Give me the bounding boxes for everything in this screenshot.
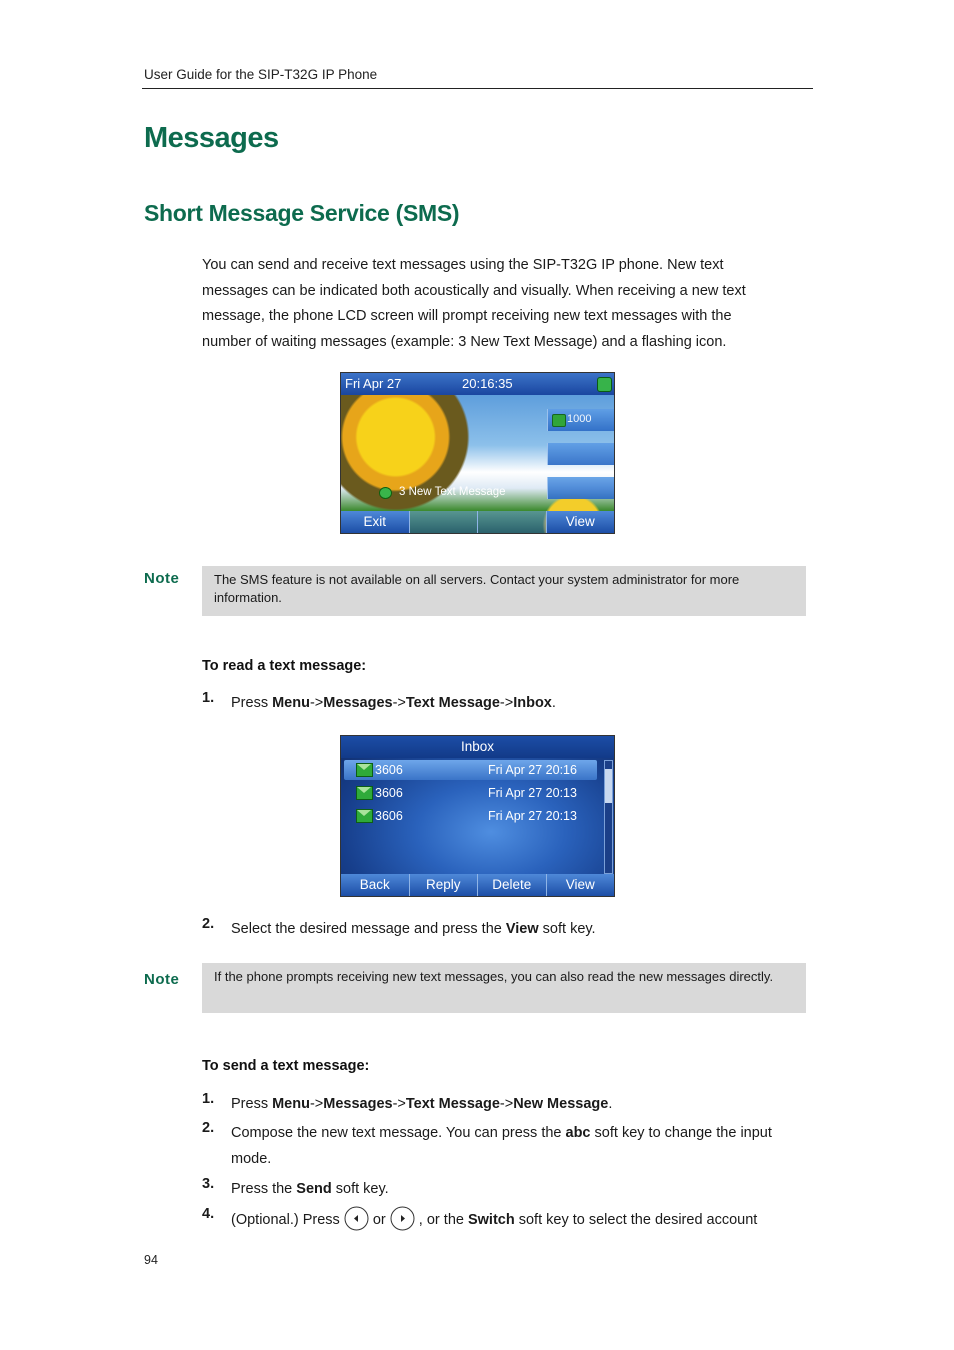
step-text: Press the Send soft key. — [231, 1181, 389, 1197]
intro-line: You can send and receive text messages using the SIP-T32G IP phone. New text — [202, 257, 724, 273]
step-item — [202, 690, 814, 716]
softkey-delete: Delete — [478, 874, 547, 896]
note-box — [202, 963, 806, 1013]
message-row — [344, 783, 597, 803]
step-item — [202, 916, 814, 942]
intro-line: number of waiting messages (example: 3 New Text Message) and a flashing icon. — [202, 333, 727, 350]
scrollbar — [604, 760, 613, 874]
step-text: Select the desired message and press the View soft key. — [231, 921, 596, 937]
procedure-heading: To read a text message: — [202, 658, 367, 674]
line-key-empty — [547, 443, 614, 465]
step-number: 1. — [202, 690, 215, 706]
left-arrow-key-icon — [344, 1206, 369, 1231]
line-key-1000 — [547, 409, 614, 431]
note-label: Note — [144, 570, 180, 587]
status-bar — [341, 373, 614, 395]
message-number: 3606 — [375, 763, 403, 777]
note-text: If the phone prompts receiving new text messages, you can also read the new messages directly. — [214, 969, 774, 984]
message-row — [344, 806, 597, 826]
message-time: Fri Apr 27 20:13 — [488, 809, 577, 823]
softkey-empty — [410, 511, 479, 533]
header-rule — [142, 88, 813, 89]
softkey-view: View — [547, 511, 615, 533]
page-number: 94 — [144, 1253, 158, 1267]
message-row — [344, 760, 597, 780]
note-box — [202, 566, 806, 616]
step-text: Press Menu->Messages->Text Message->New Message. — [231, 1096, 613, 1112]
inbox-title: Inbox — [341, 736, 614, 758]
step-number: 2. — [202, 1120, 215, 1136]
status-date: Fri Apr 27 — [345, 376, 402, 391]
intro-paragraph — [202, 253, 812, 355]
envelope-icon — [356, 809, 373, 823]
softkey-bar — [341, 511, 614, 533]
step-number: 4. — [202, 1206, 215, 1222]
message-icon — [597, 377, 612, 392]
step-number: 2. — [202, 916, 215, 932]
intro-line: messages can be indicated both acoustically and visually. When receiving a new text — [202, 282, 746, 299]
step-text: Press Menu->Messages->Text Message->Inbox. — [231, 695, 556, 711]
scroll-thumb — [605, 769, 612, 803]
message-time: Fri Apr 27 20:16 — [488, 763, 577, 777]
running-header: User Guide for the SIP-T32G IP Phone — [144, 67, 378, 82]
softkey-bar — [341, 874, 614, 896]
status-time: 20:16:35 — [462, 376, 513, 391]
line-key-label: 1000 — [567, 413, 592, 425]
note-label: Note — [144, 971, 180, 988]
message-number: 3606 — [375, 809, 403, 823]
message-number: 3606 — [375, 786, 403, 800]
softkey-view: View — [547, 874, 615, 896]
message-icon — [379, 487, 392, 499]
step-item — [202, 1091, 814, 1117]
step-text: (Optional.) Press or , or the Switch soft key to select the desired account — [231, 1206, 815, 1233]
envelope-icon — [356, 786, 373, 800]
envelope-icon — [356, 763, 373, 777]
softkey-reply: Reply — [410, 874, 479, 896]
softkey-empty — [478, 511, 547, 533]
step-number: 3. — [202, 1176, 215, 1192]
right-arrow-key-icon — [390, 1206, 415, 1231]
step-item — [202, 1120, 814, 1172]
softkey-back: Back — [341, 874, 410, 896]
step-item — [202, 1176, 814, 1202]
notification-text: 3 New Text Message — [399, 486, 506, 498]
intro-line: message, the phone LCD screen will prompt receiving new text messages with the — [202, 308, 732, 324]
idle-screen-screenshot — [340, 372, 615, 534]
procedure-heading: To send a text message: — [202, 1058, 370, 1074]
step-item — [202, 1206, 814, 1232]
step-number: 1. — [202, 1091, 215, 1107]
section-title: Short Message Service (SMS) — [144, 200, 460, 226]
page-title: Messages — [144, 122, 279, 154]
inbox-screen-screenshot — [340, 735, 615, 897]
softkey-exit: Exit — [341, 511, 410, 533]
note-text: The SMS feature is not available on all servers. Contact your system administrator for more information. — [214, 572, 740, 605]
phone-icon — [552, 414, 566, 427]
message-time: Fri Apr 27 20:13 — [488, 786, 577, 800]
step-text: Compose the new text message. You can press the abc soft key to change the input mode. — [231, 1125, 772, 1167]
line-key-empty — [547, 477, 614, 499]
